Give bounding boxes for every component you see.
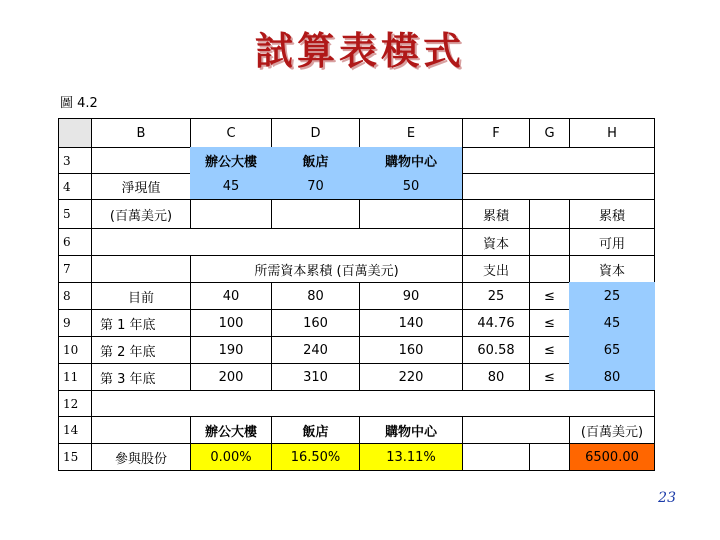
col-header-f[interactable]: F <box>462 118 530 148</box>
cell-h14[interactable]: (百萬美元) <box>569 416 655 444</box>
cell-b4[interactable]: 淨現值 <box>91 173 191 200</box>
cell-e11[interactable]: 220 <box>359 363 463 391</box>
row-header-5[interactable]: 5 <box>58 199 92 229</box>
cell-b7[interactable] <box>91 255 191 283</box>
cell-d4[interactable]: 70 <box>271 173 360 200</box>
cell-b9[interactable]: 第 1 年底 <box>91 309 191 337</box>
cell-h11[interactable]: 80 <box>569 363 655 391</box>
row-header-6[interactable]: 6 <box>58 228 92 256</box>
cell-f6[interactable]: 資本 <box>462 228 530 256</box>
cell-b15[interactable]: 參與股份 <box>91 443 191 471</box>
cell-e9[interactable]: 140 <box>359 309 463 337</box>
cell-b14[interactable] <box>91 416 191 444</box>
cell-c8[interactable]: 40 <box>190 282 272 310</box>
col-header-g[interactable]: G <box>529 118 570 148</box>
cell-c3[interactable]: 辦公大樓 <box>190 147 272 174</box>
cell-c14[interactable]: 辦公大樓 <box>190 416 272 444</box>
cell-e5[interactable] <box>359 199 463 229</box>
cell-d14[interactable]: 飯店 <box>271 416 360 444</box>
row-header-10[interactable]: 10 <box>58 336 92 364</box>
row-header-3[interactable]: 3 <box>58 147 92 174</box>
cell-f11[interactable]: 80 <box>462 363 530 391</box>
cell-f15[interactable] <box>462 443 530 471</box>
cell-h7[interactable]: 資本 <box>569 255 655 283</box>
cell-fg14[interactable] <box>462 416 570 444</box>
row-header-4[interactable]: 4 <box>58 173 92 200</box>
col-header-c[interactable]: C <box>190 118 272 148</box>
cell-c11[interactable]: 200 <box>190 363 272 391</box>
cell-d10[interactable]: 240 <box>271 336 360 364</box>
cell-h15[interactable]: 6500.00 <box>569 443 655 471</box>
cell-g15[interactable] <box>529 443 570 471</box>
cell-h8[interactable]: 25 <box>569 282 655 310</box>
cell-h5[interactable]: 累積 <box>569 199 655 229</box>
cell-g8[interactable]: ≤ <box>529 282 570 310</box>
cell-h6[interactable]: 可用 <box>569 228 655 256</box>
cell-e3[interactable]: 購物中心 <box>359 147 463 174</box>
cell-d11[interactable]: 310 <box>271 363 360 391</box>
cell-g9[interactable]: ≤ <box>529 309 570 337</box>
row-header-15[interactable]: 15 <box>58 443 92 471</box>
cell-f5[interactable]: 累積 <box>462 199 530 229</box>
cell-c15[interactable]: 0.00% <box>190 443 272 471</box>
cell-b5[interactable]: (百萬美元) <box>91 199 191 229</box>
cell-f7[interactable]: 支出 <box>462 255 530 283</box>
col-header-e[interactable]: E <box>359 118 463 148</box>
cell-b8[interactable]: 目前 <box>91 282 191 310</box>
cell-b10[interactable]: 第 2 年底 <box>91 336 191 364</box>
col-header-b[interactable]: B <box>91 118 191 148</box>
cell-f10[interactable]: 60.58 <box>462 336 530 364</box>
cell-row12[interactable] <box>91 390 655 417</box>
cell-e8[interactable]: 90 <box>359 282 463 310</box>
cell-cde7[interactable]: 所需資本累積 (百萬美元) <box>190 255 463 283</box>
page-number: 23 <box>658 490 676 506</box>
cell-e4[interactable]: 50 <box>359 173 463 200</box>
cell-h9[interactable]: 45 <box>569 309 655 337</box>
cell-d9[interactable]: 160 <box>271 309 360 337</box>
row-header-7[interactable]: 7 <box>58 255 92 283</box>
row-header-11[interactable]: 11 <box>58 363 92 391</box>
cell-b11[interactable]: 第 3 年底 <box>91 363 191 391</box>
cell-b3[interactable] <box>91 147 191 174</box>
cell-e14[interactable]: 購物中心 <box>359 416 463 444</box>
row-header-9[interactable]: 9 <box>58 309 92 337</box>
cell-g7[interactable] <box>529 255 570 283</box>
col-header-h[interactable]: H <box>569 118 655 148</box>
cell-f9[interactable]: 44.76 <box>462 309 530 337</box>
cell-bcde6[interactable] <box>91 228 463 256</box>
cell-fgh4[interactable] <box>462 173 655 200</box>
cell-g10[interactable]: ≤ <box>529 336 570 364</box>
cell-e10[interactable]: 160 <box>359 336 463 364</box>
cell-d15[interactable]: 16.50% <box>271 443 360 471</box>
figure-label: 圖 4.2 <box>60 96 98 111</box>
cell-g6[interactable] <box>529 228 570 256</box>
cell-e15[interactable]: 13.11% <box>359 443 463 471</box>
cell-g11[interactable]: ≤ <box>529 363 570 391</box>
cell-d8[interactable]: 80 <box>271 282 360 310</box>
corner-cell[interactable] <box>58 118 92 148</box>
row-header-14[interactable]: 14 <box>58 416 92 444</box>
cell-d5[interactable] <box>271 199 360 229</box>
cell-f8[interactable]: 25 <box>462 282 530 310</box>
row-header-8[interactable]: 8 <box>58 282 92 310</box>
cell-c9[interactable]: 100 <box>190 309 272 337</box>
row-header-12[interactable]: 12 <box>58 390 92 417</box>
cell-d3[interactable]: 飯店 <box>271 147 360 174</box>
page-title: 試算表模式 <box>254 28 465 73</box>
cell-g5[interactable] <box>529 199 570 229</box>
cell-h10[interactable]: 65 <box>569 336 655 364</box>
cell-c5[interactable] <box>190 199 272 229</box>
cell-c10[interactable]: 190 <box>190 336 272 364</box>
cell-fgh3[interactable] <box>462 147 655 174</box>
cell-c4[interactable]: 45 <box>190 173 272 200</box>
col-header-d[interactable]: D <box>271 118 360 148</box>
